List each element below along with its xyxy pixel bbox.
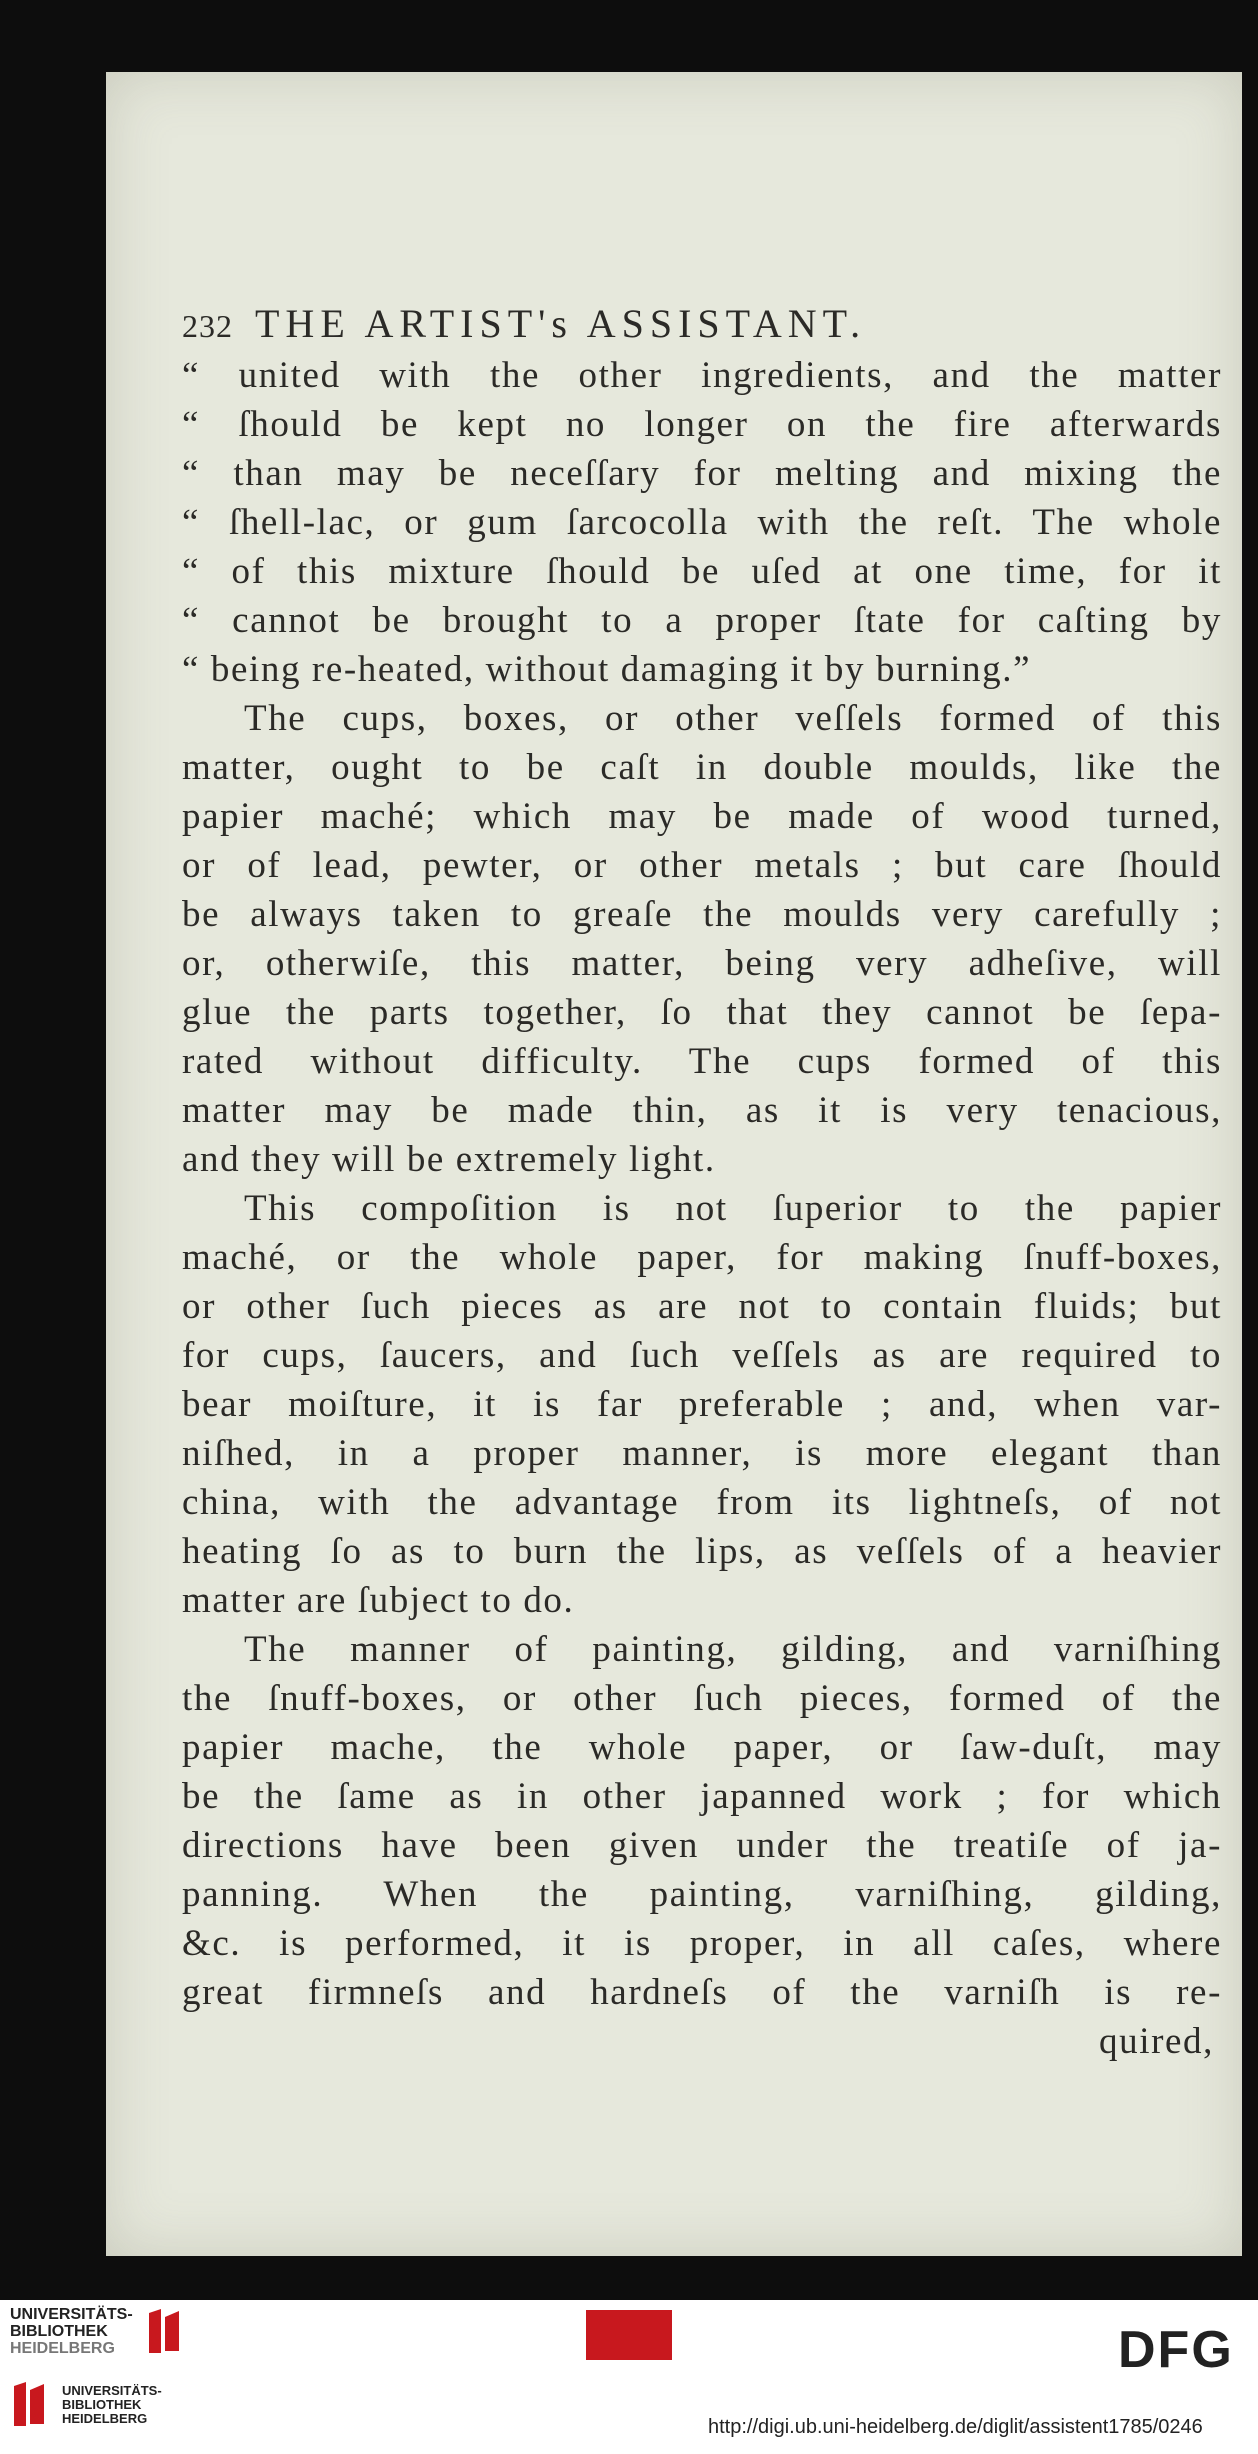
text-line: be always taken to greaſe the moulds very carefully ; (182, 894, 1222, 935)
library-logo-bottom[interactable] (10, 2380, 162, 2430)
logo-line: BIBLIOTHEK (10, 2323, 108, 2340)
logo-line: UNIVERSITÄTS- (62, 2383, 162, 2398)
text-line: rated without difficulty. The cups formed of this (182, 1041, 1222, 1082)
logo-line: BIBLIOTHEK (62, 2397, 142, 2412)
text-line: matter, ought to be caſt in double moulds, like the (182, 747, 1222, 788)
permalink-url[interactable]: http://digi.ub.uni-heidelberg.de/diglit/assistent1785/0246 (708, 2416, 1203, 2438)
logo-line: UNIVERSITÄTS- (10, 2306, 133, 2323)
running-header (182, 300, 1222, 347)
text-line: papier mache, the whole paper, or ſaw-duſt, may (182, 1727, 1222, 1768)
text-line: papier maché; which may be made of wood turned, (182, 796, 1222, 837)
text-line: panning. When the painting, varniſhing, gilding, (182, 1874, 1222, 1915)
text-line: directions have been given under the treatiſe of ja- (182, 1825, 1222, 1866)
text-line: or of lead, pewter, or other metals ; but care ſhould (182, 845, 1222, 886)
logo-line: HEIDELBERG (62, 2411, 148, 2426)
page-number: 232 (182, 308, 233, 344)
text-line: “ ſhell-lac, or gum ſarcocolla with the reſt. The whole (182, 502, 1222, 543)
text-line: “ being re-heated, without damaging it by burning.” (182, 649, 1032, 690)
text-line: the ſnuff-boxes, or other ſuch pieces, formed of the (182, 1678, 1222, 1719)
text-line: “ united with the other ingredients, and the matter (182, 355, 1222, 396)
library-logo-top[interactable] (10, 2306, 185, 2357)
text-line: The manner of painting, gilding, and varniſhing (244, 1629, 1222, 1670)
text-line: and they will be extremely light. (182, 1139, 716, 1180)
text-line: china, with the advantage from its lightneſs, of not (182, 1482, 1222, 1523)
text-line: or other ſuch pieces as are not to contain fluids; but (182, 1286, 1222, 1327)
catchword: quired, (1099, 2021, 1214, 2062)
text-line: The cups, boxes, or other veſſels formed of this (244, 698, 1222, 739)
digitization-badge-icon (586, 2310, 672, 2360)
text-line: “ than may be neceſſary for melting and mixing the (182, 453, 1222, 494)
text-line: maché, or the whole paper, for making ſnuff-boxes, (182, 1237, 1222, 1278)
text-line: bear moiſture, it is far preferable ; and, when var- (182, 1384, 1222, 1425)
text-line: niſhed, in a proper manner, is more elegant than (182, 1433, 1222, 1474)
library-emblem-icon (145, 2307, 185, 2357)
page-text (182, 300, 1222, 2066)
logo-line: HEIDELBERG (10, 2340, 115, 2357)
dfg-logo[interactable]: DFG (1118, 2321, 1234, 2379)
text-line: glue the parts together, ſo that they cannot be ſepa- (182, 992, 1222, 1033)
text-line: &c. is performed, it is proper, in all caſes, where (182, 1923, 1222, 1964)
text-line: “ of this mixture ſhould be uſed at one time, for it (182, 551, 1222, 592)
text-line: be the ſame as in other japanned work ; for which (182, 1776, 1222, 1817)
library-logo-text (62, 2384, 162, 2426)
library-emblem-icon (10, 2380, 50, 2430)
text-line: or, otherwiſe, this matter, being very adheſive, will (182, 943, 1222, 984)
text-body (182, 351, 1222, 2017)
text-line: matter may be made thin, as it is very tenacious, (182, 1090, 1222, 1131)
text-line: “ ſhould be kept no longer on the fire afterwards (182, 404, 1222, 445)
text-line: “ cannot be brought to a proper ſtate for caſting by (182, 600, 1222, 641)
running-head: THE ARTIST's ASSISTANT. (255, 301, 867, 346)
library-logo-text (10, 2306, 133, 2357)
text-line: matter are ſubject to do. (182, 1580, 575, 1621)
text-line: for cups, ſaucers, and ſuch veſſels as are required to (182, 1335, 1222, 1376)
text-line: great firmneſs and hardneſs of the varniſh is re- (182, 1972, 1222, 2013)
text-line: This compoſition is not ſuperior to the papier (244, 1188, 1222, 1229)
text-line: heating ſo as to burn the lips, as veſſels of a heavier (182, 1531, 1222, 1572)
